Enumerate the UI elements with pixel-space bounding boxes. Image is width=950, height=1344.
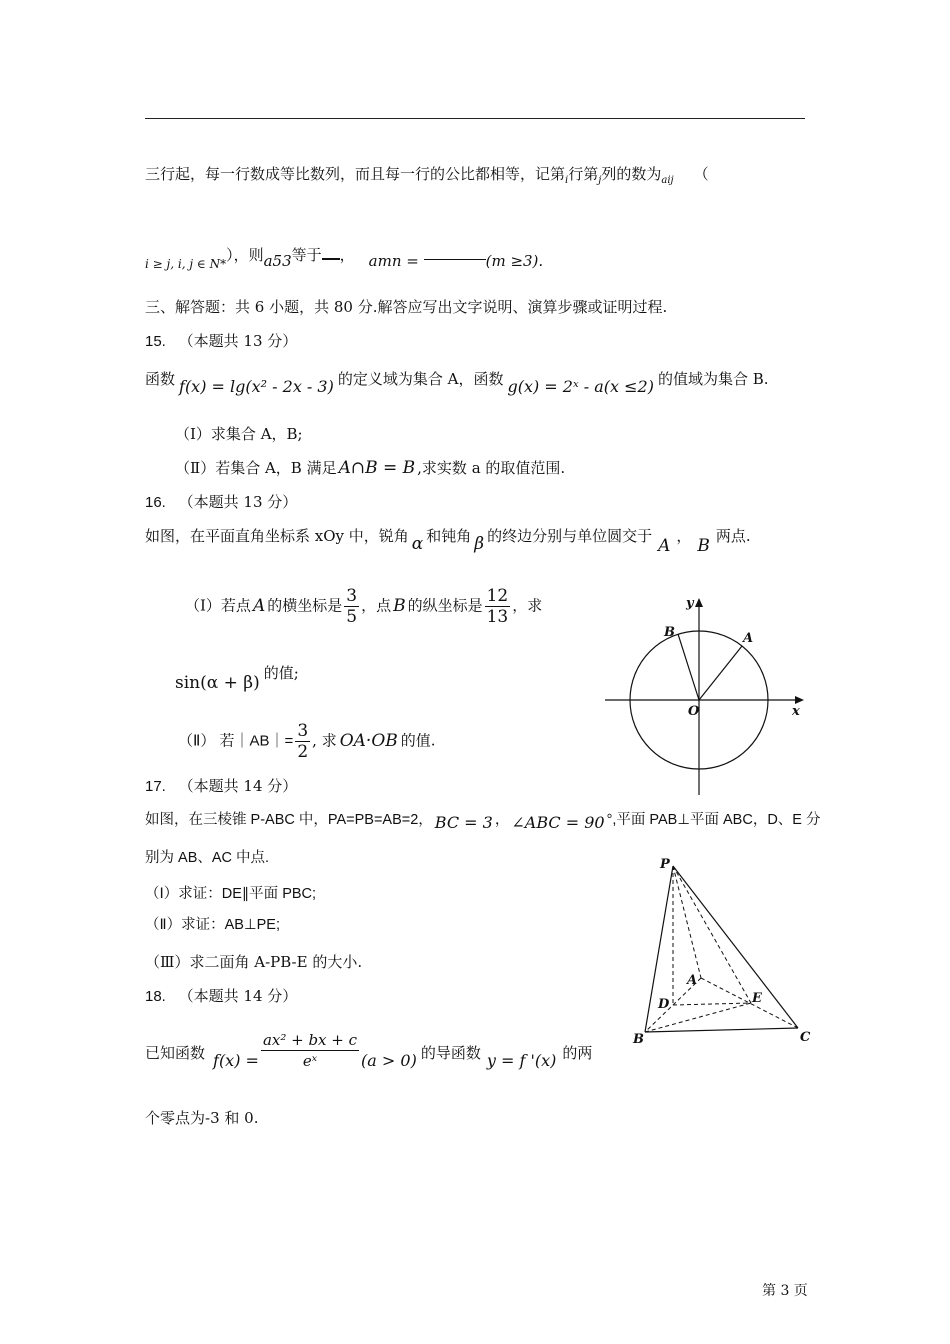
header-rule bbox=[145, 118, 805, 119]
question-points: （本题共 13 分） bbox=[178, 493, 298, 511]
formula-dot: OA·OB bbox=[339, 730, 398, 751]
formula-bc: BC = 3 bbox=[434, 813, 493, 832]
segment-pe bbox=[673, 866, 751, 1003]
q18-stem-cont: 个零点为-3 和 0. bbox=[145, 1109, 259, 1127]
text: 行第 bbox=[568, 165, 599, 183]
var-B: B bbox=[393, 595, 406, 616]
numerator: 3 bbox=[297, 721, 309, 741]
text: 函数 bbox=[145, 370, 176, 388]
q15-header bbox=[145, 331, 297, 352]
label-a: A bbox=[687, 973, 698, 988]
formula-f: f(x) = bbox=[213, 1051, 259, 1070]
formula-g: g(x) = 2ˣ - a(x ≤2) bbox=[507, 377, 654, 396]
text: 两点. bbox=[715, 527, 751, 545]
numerator: 3 bbox=[346, 586, 358, 606]
section-heading: 三、解答题：共 6 小题，共 80 分.解答应写出文字说明、演算步骤或证明过程. bbox=[145, 298, 668, 316]
label-p: P bbox=[660, 857, 670, 872]
label-d: D bbox=[658, 997, 670, 1012]
y-arrow-icon bbox=[695, 598, 703, 607]
q16-part1 bbox=[185, 586, 542, 627]
label-y: y bbox=[686, 596, 694, 611]
question-points: （本题共 13 分） bbox=[178, 332, 298, 350]
var-aij: aij bbox=[661, 175, 674, 186]
text: 的两 bbox=[562, 1044, 593, 1062]
edge-pa bbox=[673, 866, 701, 978]
formula-angle: ∠ABC = 90 bbox=[511, 813, 605, 832]
text: °,平面 PAB⊥平面 ABC，D、E 分 bbox=[606, 812, 821, 828]
fraction-12-13 bbox=[485, 586, 511, 627]
denominator: eˣ bbox=[302, 1052, 318, 1070]
q17-part2: （Ⅱ）求证：AB⊥PE; bbox=[145, 917, 280, 933]
ray-oa bbox=[699, 646, 742, 700]
var-B: B bbox=[697, 536, 710, 556]
var-beta: β bbox=[474, 534, 485, 554]
text: 的定义域为集合 A，函数 bbox=[337, 370, 504, 388]
text: 和钝角 bbox=[426, 527, 472, 545]
q18-header bbox=[145, 986, 297, 1007]
text: 如图，在平面直角坐标系 xOy 中，锐角 bbox=[145, 527, 409, 545]
question-number: 17. bbox=[145, 778, 166, 795]
question-number: 18. bbox=[145, 988, 166, 1005]
text: 的值; bbox=[263, 664, 299, 682]
q15-part2 bbox=[175, 458, 565, 478]
q16-header bbox=[145, 492, 297, 513]
formula-f: f(x) = lg(x² - 2x - 3) bbox=[179, 377, 334, 396]
text: 已知函数 bbox=[145, 1044, 206, 1062]
text: 的值域为集合 B. bbox=[657, 370, 769, 388]
text: 的纵坐标是 bbox=[407, 596, 483, 615]
page-number: 第 3 页 bbox=[762, 1283, 808, 1299]
q16-part2 bbox=[178, 721, 436, 762]
label-x: x bbox=[792, 704, 800, 719]
label-b: B bbox=[633, 1032, 644, 1047]
q18-stem bbox=[145, 1030, 592, 1071]
text: , 求 bbox=[312, 731, 337, 750]
unit-circle-figure bbox=[600, 590, 810, 800]
text: ，点 bbox=[361, 596, 392, 615]
q17-part3: （Ⅲ）求二面角 A-PB-E 的大小. bbox=[145, 953, 363, 971]
answer-blank[interactable] bbox=[424, 245, 486, 260]
text: （Ⅰ）若点 bbox=[185, 596, 251, 615]
pyramid-figure bbox=[625, 850, 820, 1050]
var-amn: amn = bbox=[368, 252, 424, 270]
question-points: （本题共 14 分） bbox=[178, 777, 298, 795]
text: 三行起，每一行数成等比数列，而且每一行的公比都相等，记第 bbox=[145, 165, 566, 183]
label-o: O bbox=[688, 704, 700, 719]
label-e: E bbox=[752, 991, 762, 1006]
text: 的值. bbox=[400, 731, 436, 750]
answer-blank[interactable] bbox=[322, 248, 340, 260]
text: 列的数为 bbox=[601, 165, 662, 183]
var-i: i bbox=[565, 175, 569, 186]
edge-bc bbox=[645, 1028, 798, 1032]
ray-ob bbox=[678, 634, 699, 700]
numerator: 12 bbox=[486, 586, 509, 606]
q17-stem bbox=[145, 810, 821, 833]
q16-part1-cont bbox=[175, 663, 299, 693]
label-c: C bbox=[800, 1030, 811, 1045]
formula-derivative: y = f '(x) bbox=[486, 1051, 557, 1070]
q16-stem bbox=[145, 526, 751, 556]
q15-stem bbox=[145, 369, 769, 397]
question-points: （本题共 14 分） bbox=[178, 987, 298, 1005]
var-a53: a53 bbox=[263, 252, 292, 270]
denominator: 2 bbox=[297, 742, 309, 762]
text: ， bbox=[494, 812, 510, 828]
text: ， bbox=[676, 527, 692, 545]
question-number: 16. bbox=[145, 494, 166, 511]
label-a: A bbox=[743, 631, 754, 646]
text: （Ⅱ）若集合 A，B 满足 bbox=[175, 459, 337, 477]
x-arrow-icon bbox=[795, 696, 804, 704]
text: ， bbox=[339, 246, 355, 264]
fraction-3-5 bbox=[344, 586, 359, 627]
text: 的导函数 bbox=[420, 1044, 481, 1062]
question-number: 15. bbox=[145, 333, 166, 350]
label-b: B bbox=[664, 625, 675, 640]
q15-part1: （Ⅰ）求集合 A，B; bbox=[175, 425, 303, 443]
formula-set: A∩B = B bbox=[338, 458, 416, 478]
text: （ bbox=[693, 165, 709, 183]
text: （Ⅱ） 若｜AB｜= bbox=[178, 732, 294, 750]
text: 如图，在三棱锥 P-ABC 中，PA=PB=AB=2， bbox=[145, 812, 433, 828]
text: ,求实数 a 的取值范围. bbox=[417, 459, 566, 477]
condition: i ≥ j, i, j ∈ N* bbox=[145, 257, 227, 271]
denominator: 5 bbox=[346, 607, 358, 627]
text: ），则 bbox=[226, 246, 264, 264]
condition: (a > 0) bbox=[361, 1051, 417, 1070]
var-j: j bbox=[598, 175, 602, 186]
var-A: A bbox=[658, 536, 671, 556]
text: 的横坐标是 bbox=[267, 596, 343, 615]
fraction-3-2 bbox=[295, 721, 310, 762]
text: 的终边分别与单位圆交于 bbox=[487, 527, 653, 545]
text: ，求 bbox=[512, 596, 543, 615]
condition: (m ≥3). bbox=[485, 252, 544, 270]
text: 等于 bbox=[291, 246, 322, 264]
var-alpha: α bbox=[411, 534, 424, 554]
q17-stem-cont: 别为 AB、AC 中点. bbox=[145, 850, 270, 866]
q17-part1: （Ⅰ）求证：DE∥平面 PBC; bbox=[145, 886, 317, 902]
numerator: ax² + bx + c bbox=[262, 1031, 358, 1049]
var-A: A bbox=[252, 595, 266, 616]
continuation-line-2 bbox=[145, 245, 543, 274]
q17-header bbox=[145, 776, 297, 797]
fraction-f bbox=[261, 1030, 359, 1071]
formula-sin: sin(α + β) bbox=[175, 673, 260, 693]
segment-de bbox=[673, 1003, 751, 1005]
denominator: 13 bbox=[486, 607, 509, 627]
continuation-line-1 bbox=[145, 164, 709, 191]
edge-pc bbox=[673, 866, 798, 1028]
